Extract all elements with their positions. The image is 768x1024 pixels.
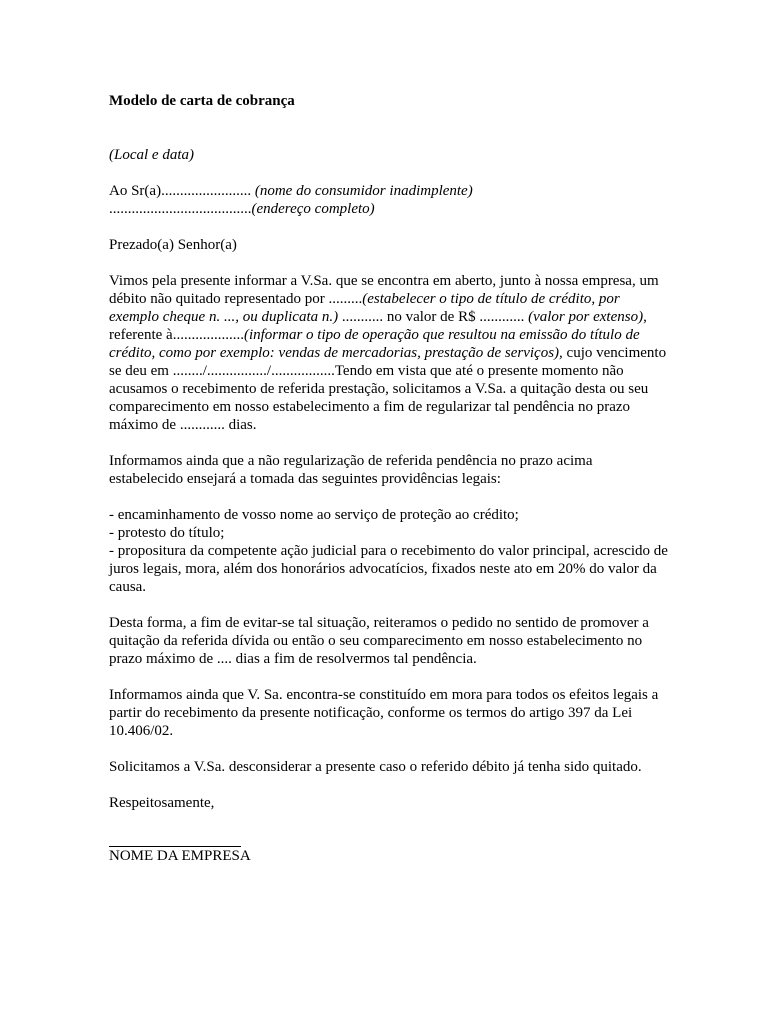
company-name: NOME DA EMPRESA	[109, 848, 251, 864]
salutation: Prezado(a) Senhor(a)	[109, 237, 237, 253]
signature-line	[109, 830, 241, 847]
paragraph-main	[109, 272, 669, 434]
paragraph-main-part-1: Vimos pela presente informar a V.Sa. que se encontra em aberto, junto à nossa empresa, um débito não quitado representado por .........	[109, 273, 659, 307]
paragraph-main-part-3: , referente à...................	[109, 309, 647, 343]
recipient-address-dots: ......................................	[109, 201, 252, 217]
paragraph-main-note-2: (valor por extenso)	[528, 309, 644, 325]
paragraph-main-note-3: (informar o tipo de operação que resultou na emissão do título de crédito, como por exemplo: vendas de mercadorias, prestação de serviços),	[109, 327, 640, 361]
list-item: - propositura da competente ação judicial para o recebimento do valor principal, acrescido de juros legais, mora, além dos honorários advocatícios, fixados neste ato em 20% do valor da causa.	[109, 543, 668, 595]
local-data	[109, 146, 669, 164]
paragraph-main-note-1: (estabelecer o tipo de título de crédito, por exemplo cheque n. ..., ou duplicata n.)	[109, 291, 620, 325]
paragraph-main-part-2: ........... no valor de R$ ............	[338, 309, 529, 325]
recipient-address-note: (endereço completo)	[251, 201, 375, 217]
closing: Respeitosamente,	[109, 795, 215, 811]
recipient-address-line	[109, 200, 669, 218]
paragraph-disregard: Solicitamos a V.Sa. desconsiderar a presente caso o referido débito já tenha sido quitado.	[109, 759, 642, 775]
paragraph-mora: Informamos ainda que V. Sa. encontra-se constituído em mora para todos os efeitos legais a partir do recebimento da presente notificação, conforme os termos do artigo 397 da Lei 10.406/02.	[109, 687, 659, 739]
recipient-name-line	[109, 182, 669, 200]
paragraph-providences: Informamos ainda que a não regularização de referida pendência no prazo acima estabelecido ensejará a tomada das seguintes providências legais:	[109, 453, 593, 487]
list-item: - encaminhamento de vosso nome ao serviço de proteção ao crédito;	[109, 507, 519, 523]
paragraph-reiteration: Desta forma, a fim de evitar-se tal situação, reiteramos o pedido no sentido de promover a quitação da referida dívida ou então o seu comparecimento em nosso estabelecimento no prazo máximo de .... dias a fim de resolvermos tal pendência.	[109, 615, 649, 667]
paragraph-main-part-4: cujo vencimento se deu em ......../................/.................Tendo em vista que até o presente momento não acusamos o recebimento de referida prestação, solicitamos a V.Sa. a quitação desta ou seu comparecimento em nosso estabelecimento a fim de regularizar tal pendência no prazo máximo de ............ dias.	[109, 345, 667, 433]
recipient-name-note: (nome do consumidor inadimplente)	[254, 183, 473, 199]
recipient-prefix: Ao Sr(a)........................	[109, 183, 255, 199]
document-title: Modelo de carta de cobrança	[109, 93, 295, 109]
local-data-text: (Local e data)	[109, 147, 194, 163]
letter-document	[109, 92, 669, 865]
list-item: - protesto do título;	[109, 525, 225, 541]
